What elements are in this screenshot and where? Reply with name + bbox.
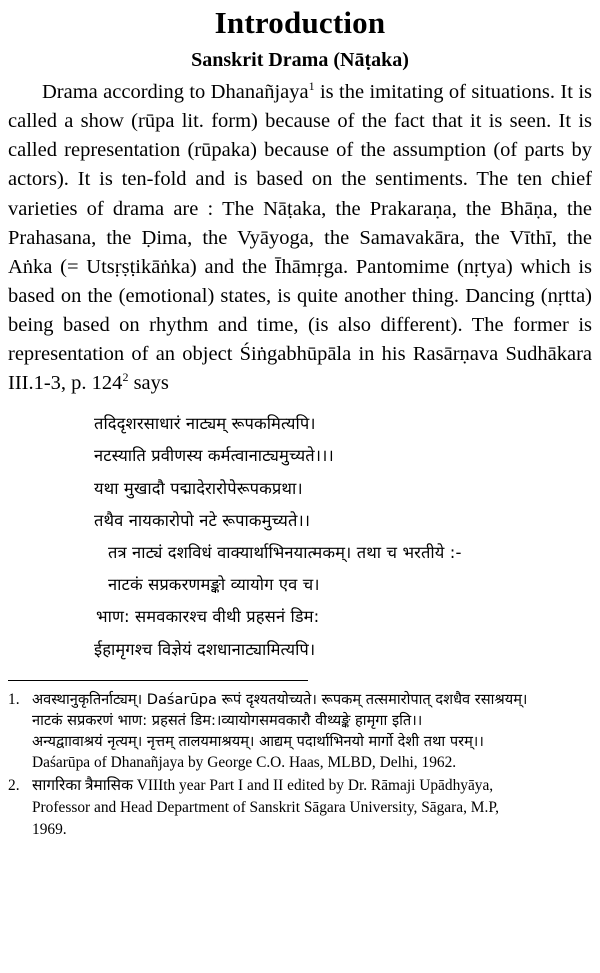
verse-line: यथा मुखादौ पद्मादेरारोपेरूपकप्रथा। [94, 478, 303, 498]
footnote-line: अन्यद्वाावाश्रयं नृत्यम्। नृत्तम् तालयमाश्रयम्। आद्यम् पदार्थाभिनयो मार्गो देशी तथा परम्।। [32, 732, 484, 750]
footnote-line: Professor and Head Department of Sanskrit Sāgara University, Sāgara, M.P, [32, 799, 500, 817]
verse-line: नाटकं सप्रकरणमङ्को व्यायोग एव च। [108, 575, 320, 595]
footnote-divider [8, 680, 308, 681]
footnote-body [32, 689, 592, 774]
footnote-line: अवस्थानुकृतिर्नाट्यम्। Daśarūpa रूपं दृश्यतयोच्यते। रूपकम् तत्समारोपात् दशधैव रसाश्रयम्। [32, 690, 528, 708]
footnote-item [8, 689, 592, 774]
footnotes-section [8, 689, 592, 842]
verse-line: नटस्याति प्रवीणस्य कर्मत्वानाट्यमुच्यते।।। [94, 446, 334, 466]
footnote-marker-2: 2 [122, 370, 129, 385]
verse-line: ईहामृगश्च विज्ञेयं दशधानाट्यामित्यपि। [94, 639, 316, 659]
paragraph-part-3: says [128, 372, 169, 395]
verse-line: भाण: समवकारश्च वीथी प्रहसनं डिम: [96, 607, 320, 627]
verse-line: तथैव नायकारोपो नटे रूपाकमुच्यते।। [94, 510, 311, 530]
paragraph-part-2: is the imitating of situations. It is called a show (rūpa lit. form) because of the fact that it is seen. It is called representation (rūpaka) because of the assumption (of parts by actors). It is ten-fold and is based on the sentiments. The ten chief varieties of drama are : The Nāṭaka, the Prakaraṇa, the Bhāṇa, the Prahasana, the Ḍima, the Vyāyoga, the Samavakāra, the Vīthī, the Aṅka (= Utsṛṣṭikāṅka) and the Īhāmṛga. Pantomime (nṛtya) which is based on the (emotional) states, is quite another thing. Dancing (nṛtta) being based on rhythm and time, (is also different). The former is representation of an object Śiṅgabhūpāla in his Rasārṇava Sudhākara III.1-3, p. 124 [8, 81, 592, 395]
intro-paragraph [8, 78, 592, 398]
verse-line: तदिदृशरसाधारं नाट्यम् रूपकमित्यपि। [94, 414, 316, 434]
footnote-body [32, 775, 592, 842]
document-page [0, 6, 600, 973]
footnote-line: नाटकं सप्रकरणं भाण: प्रहसतं डिम:।व्यायोगसमवकारौ वीथ्यङ्के हामृगा इति।। [32, 711, 423, 729]
footnote-line: 1969. [32, 821, 67, 839]
footnote-item [8, 775, 592, 842]
sanskrit-verse-block [8, 408, 592, 665]
footnote-number: 2. [8, 776, 20, 794]
page-title: Introduction [214, 5, 386, 40]
section-subtitle: Sanskrit Drama (Nāṭaka) [191, 49, 409, 72]
footnote-line: सागरिका त्रैमासिक VIIIth year Part I and II edited by Dr. Rāmaji Upādhyāya, [32, 776, 494, 794]
paragraph-part-1: Drama according to Dhanañjaya [42, 81, 309, 104]
footnote-number: 1. [8, 690, 20, 708]
footnote-marker-1: 1 [308, 79, 315, 94]
footnote-line: Daśarūpa of Dhanañjaya by George C.O. Haas, MLBD, Delhi, 1962. [32, 753, 457, 771]
verse-line: तत्र नाट्यं दशविधं वाक्यार्थाभिनयात्मकम्। तथा च भरतीये :- [108, 542, 462, 562]
